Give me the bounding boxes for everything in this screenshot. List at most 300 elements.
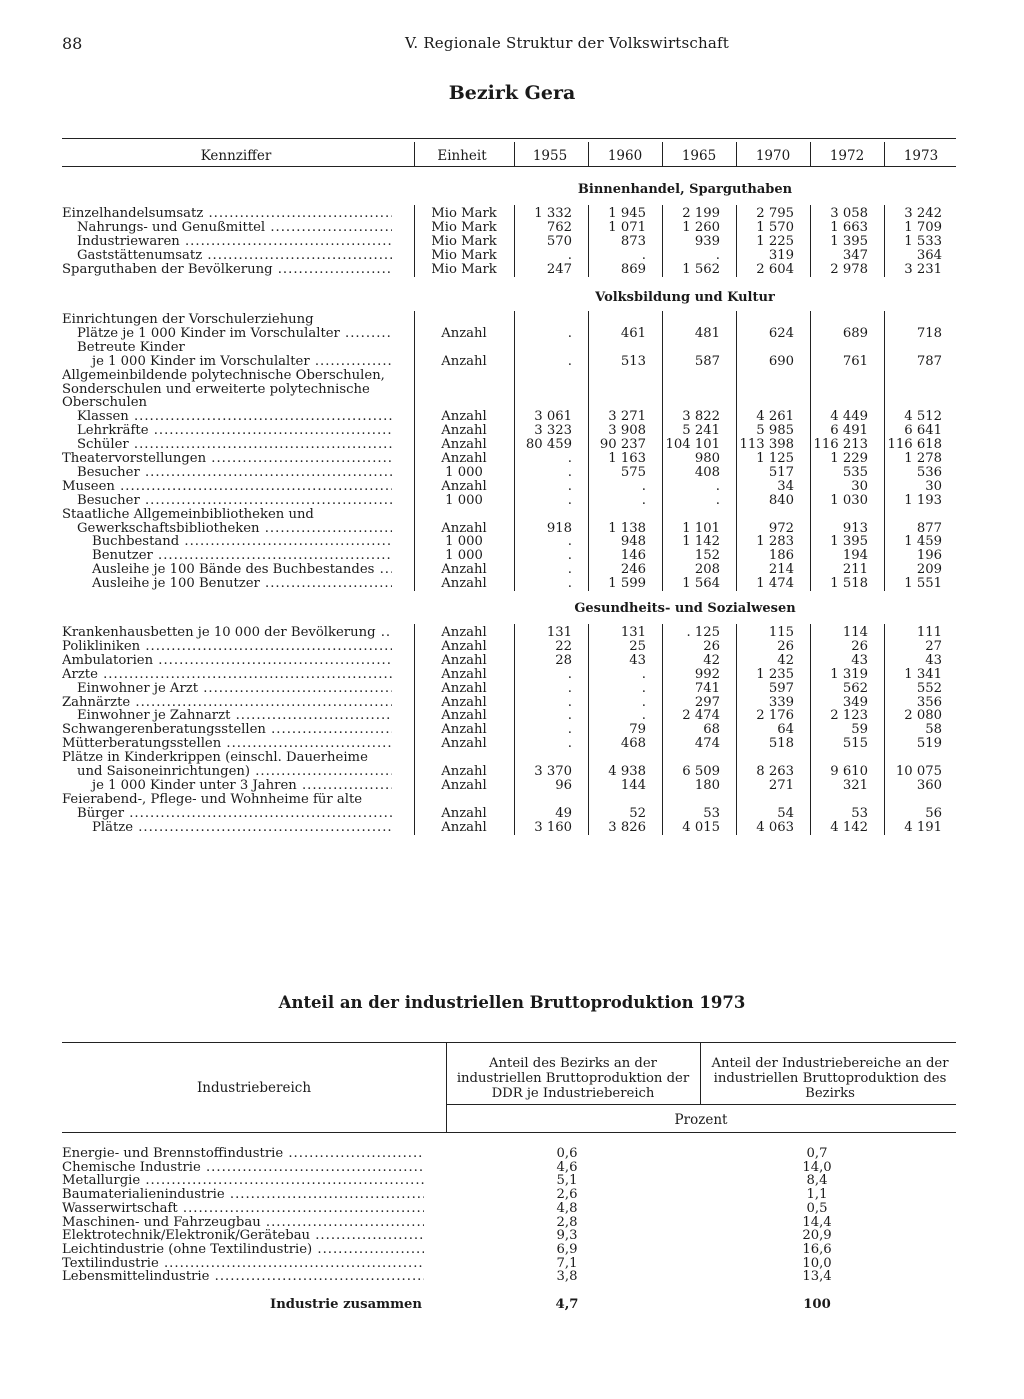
cell-value: 517 (768, 464, 794, 480)
col-divider (884, 624, 885, 835)
row-unit: Anzahl (441, 562, 487, 578)
row-unit: Anzahl (441, 819, 487, 835)
row-label: je 1 000 Kinder unter 3 Jahren ..... (62, 779, 392, 793)
cell-value: 1 564 (682, 576, 720, 592)
table-row (62, 549, 956, 563)
cell-value: 992 (694, 666, 720, 682)
cell-value: 131 (620, 625, 646, 640)
running-head: V. Regionale Struktur der Volkswirtschaft (404, 34, 730, 52)
cell-value: 474 (694, 736, 720, 752)
table-row (62, 793, 956, 807)
table-row (62, 438, 956, 452)
row-unit: Anzahl (441, 353, 487, 369)
cell-value: 1 533 (904, 233, 942, 249)
cell-value: 26 (703, 638, 720, 654)
cell-value: . (567, 464, 572, 480)
table-row (62, 249, 956, 263)
cell-value: 918 (546, 520, 572, 536)
cell-value: 10 075 (895, 764, 942, 779)
row-label: Gaststättenumsatz ..... (62, 249, 392, 263)
row-unit: Anzahl (441, 694, 487, 710)
col-divider (736, 205, 737, 277)
row-label: Buchbestand ..... (62, 535, 392, 549)
table-row (62, 737, 956, 751)
table-row (62, 522, 956, 536)
cell-value: . (567, 548, 572, 564)
cell-value: 53 (851, 805, 868, 821)
cell-value: 518 (768, 736, 794, 752)
row-label: Betreute Kinder (77, 340, 185, 355)
row-label: Staatliche Allgemeinbibliotheken und (62, 507, 314, 522)
table-row (62, 709, 956, 723)
row-unit: Mio Mark (431, 206, 497, 221)
cell-value: . (567, 451, 572, 466)
cell-value: . (567, 680, 572, 696)
cell-value: 1 030 (830, 492, 868, 508)
cell-value: 186 (768, 548, 794, 564)
row-unit: 1 000 (445, 464, 483, 480)
header-year: 1972 (829, 148, 865, 164)
cell-value: 1 945 (608, 206, 646, 221)
row-label: Sparguthaben der Bevölkerung ..... (62, 263, 392, 277)
row-label: Oberschulen (62, 396, 148, 411)
cell-value: 43 (629, 652, 646, 668)
cell-value: . (567, 694, 572, 710)
table-row (62, 327, 956, 341)
cell-value: 913 (842, 520, 868, 536)
col-divider (414, 205, 415, 277)
row-label: Einrichtungen der Vorschulerziehung (62, 313, 314, 327)
cell-value: 3 242 (904, 206, 942, 221)
cell-value: . (567, 562, 572, 578)
cell-value: 56 (925, 805, 942, 821)
col-divider (884, 205, 885, 277)
cell-value: 146 (620, 548, 646, 564)
header-kennziffer: Kennziffer (200, 148, 272, 164)
cell-value: 1 260 (682, 219, 720, 235)
share-bezirk-value: 0,5 (806, 1200, 828, 1216)
cell-value: 689 (842, 325, 868, 341)
share-ddr-value: 2,6 (556, 1187, 578, 1203)
cell-value: 194 (842, 548, 868, 564)
table-row (62, 1270, 956, 1284)
cell-value: 1 278 (904, 451, 942, 466)
cell-value: 980 (694, 451, 720, 466)
table2-header-bottom-rule (62, 1132, 956, 1133)
col-divider (700, 1042, 701, 1104)
table-row (62, 751, 956, 765)
cell-value: 68 (703, 722, 720, 738)
row-label: Baumaterialienindustrie ..... (62, 1188, 424, 1202)
cell-value: . (567, 666, 572, 682)
share-bezirk-value: 14,4 (802, 1214, 832, 1230)
cell-value: 481 (694, 325, 720, 341)
cell-value: 1 341 (904, 666, 942, 682)
table-row (62, 723, 956, 737)
row-unit: Anzahl (441, 520, 487, 536)
table-row (62, 221, 956, 235)
total-label: Industrie zusammen (270, 1298, 422, 1312)
cell-value: 104 101 (665, 437, 720, 453)
share-ddr-value: 2,8 (556, 1214, 578, 1230)
row-label: je 1 000 Kinder im Vorschulalter ..... (62, 355, 392, 369)
cell-value: 3 061 (534, 409, 572, 425)
row-label: Mütterberatungsstellen ..... (62, 737, 392, 751)
cell-value: 468 (620, 736, 646, 752)
cell-value: 1 459 (904, 534, 942, 550)
cell-value: 246 (620, 562, 646, 578)
cell-value: 3 370 (534, 764, 572, 779)
cell-value: 3 908 (608, 423, 646, 439)
cell-value: 840 (768, 492, 794, 508)
header-unit-prozent: Prozent (674, 1112, 728, 1128)
row-label: Klassen ..... (62, 410, 392, 424)
row-label: Gewerkschaftsbibliotheken ..... (62, 522, 392, 536)
cell-value: 948 (620, 534, 646, 550)
row-label: Leichtindustrie (ohne Textilindustrie) ..... (62, 1243, 424, 1257)
section-title: Binnenhandel, Sparguthaben (577, 182, 793, 197)
row-unit: Anzahl (441, 652, 487, 668)
cell-value: . (567, 247, 572, 263)
row-label: Einzelhandelsumsatz ..... (62, 207, 392, 221)
table-row (62, 563, 956, 577)
cell-value: 111 (916, 625, 942, 640)
col-divider (414, 624, 415, 835)
row-label: Besucher ..... (62, 494, 392, 508)
row-label: Lehrkräfte ..... (62, 424, 392, 438)
row-label: Textilindustrie ..... (62, 1257, 424, 1271)
cell-value: 90 237 (599, 437, 646, 453)
cell-value: 513 (620, 353, 646, 369)
row-unit: Anzahl (441, 666, 487, 682)
row-label: Krankenhausbetten je 10 000 der Bevölkerung ..... (62, 626, 392, 640)
cell-value: . (567, 325, 572, 341)
cell-value: 3 160 (534, 819, 572, 835)
row-unit: Mio Mark (431, 261, 497, 277)
share-bezirk-value: 16,6 (802, 1241, 832, 1257)
row-label: Maschinen- und Fahrzeugbau ..... (62, 1216, 424, 1230)
cell-value: . 125 (686, 625, 720, 640)
table-row (62, 410, 956, 424)
cell-value: 54 (777, 805, 794, 821)
cell-value: 319 (768, 247, 794, 263)
row-label: Plätze in Kinderkrippen (einschl. Dauerheime (62, 751, 368, 766)
cell-value: . (567, 722, 572, 738)
cell-value: . (641, 708, 646, 724)
row-label: Schwangerenberatungsstellen ..... (62, 723, 392, 737)
row-label: Lebensmittelindustrie ..... (62, 1270, 424, 1284)
header-share-of-bezirk: Anteil der Industriebereiche an der industriellen Bruttoproduktion des Bezirks (711, 1056, 949, 1101)
table-row (62, 821, 956, 835)
table-row (62, 508, 956, 522)
cell-value: 690 (768, 353, 794, 369)
table-row (62, 494, 956, 508)
row-label: Chemische Industrie ..... (62, 1161, 424, 1175)
cell-value: 939 (694, 233, 720, 249)
cell-value: . (567, 492, 572, 508)
row-label: Ausleihe je 100 Benutzer ..... (62, 577, 392, 591)
cell-value: 30 (851, 478, 868, 494)
cell-value: 1 142 (682, 534, 720, 550)
cell-value: 597 (768, 680, 794, 696)
table-row (62, 535, 956, 549)
cell-value: 2 199 (682, 206, 720, 221)
cell-value: 873 (620, 233, 646, 249)
header-divider (414, 142, 415, 166)
cell-value: 211 (842, 562, 868, 578)
cell-value: . (641, 694, 646, 710)
cell-value: 1 235 (756, 666, 794, 682)
cell-value: 1 395 (830, 534, 868, 550)
row-label: Metallurgie ..... (62, 1174, 424, 1188)
col-divider (662, 311, 663, 591)
row-unit: Anzahl (441, 638, 487, 654)
cell-value: 113 398 (739, 437, 794, 453)
table-row (62, 452, 956, 466)
cell-value: 972 (768, 520, 794, 536)
cell-value: 535 (842, 464, 868, 480)
cell-value: 209 (916, 562, 942, 578)
cell-value: 360 (916, 777, 942, 793)
cell-value: 1 551 (904, 576, 942, 592)
row-label: Sonderschulen und erweiterte polytechnische (62, 382, 370, 397)
cell-value: 6 509 (682, 764, 720, 779)
cell-value: . (641, 478, 646, 494)
col-divider (810, 311, 811, 591)
cell-value: . (641, 680, 646, 696)
cell-value: . (715, 478, 720, 494)
header-divider (662, 142, 663, 166)
cell-value: 196 (916, 548, 942, 564)
cell-value: 519 (916, 736, 942, 752)
cell-value: 1 518 (830, 576, 868, 592)
share-ddr-value: 6,9 (556, 1241, 578, 1257)
row-unit: Anzahl (441, 409, 487, 425)
page-number: 88 (62, 34, 83, 53)
header-industriebereich: Industriebereich (196, 1080, 312, 1096)
cell-value: 1 570 (756, 219, 794, 235)
cell-value: 247 (546, 261, 572, 277)
col-divider (514, 205, 515, 277)
row-label: Ausleihe je 100 Bände des Buchbestandes ..... (62, 563, 392, 577)
row-label: Nahrungs- und Genußmittel ..... (62, 221, 392, 235)
row-label: Besucher ..... (62, 466, 392, 480)
table-row (62, 668, 956, 682)
cell-value: 26 (851, 638, 868, 654)
table-row (62, 369, 956, 383)
cell-value: . (567, 534, 572, 550)
cell-value: 116 213 (813, 437, 868, 453)
row-unit: Mio Mark (431, 247, 497, 263)
row-unit: Mio Mark (431, 233, 497, 249)
share-bezirk-value: 8,4 (806, 1173, 828, 1189)
cell-value: 356 (916, 694, 942, 710)
cell-value: 297 (694, 694, 720, 710)
col-divider (588, 311, 589, 591)
header-year: 1973 (903, 148, 939, 164)
cell-value: 2 176 (756, 708, 794, 724)
section-title: Gesundheits- und Sozialwesen (574, 601, 796, 616)
cell-value: 718 (916, 325, 942, 341)
row-unit: Anzahl (441, 736, 487, 752)
cell-value: 3 271 (608, 409, 646, 425)
cell-value: . (567, 478, 572, 494)
table-top-rule (62, 138, 956, 139)
cell-value: . (715, 492, 720, 508)
row-label: Plätze je 1 000 Kinder im Vorschulalter ..... (62, 327, 392, 341)
cell-value: 4 261 (756, 409, 794, 425)
row-unit: 1 000 (445, 548, 483, 564)
cell-value: 27 (925, 638, 942, 654)
cell-value: 787 (916, 353, 942, 369)
cell-value: 461 (620, 325, 646, 341)
cell-value: 28 (555, 652, 572, 668)
table-row (62, 696, 956, 710)
header-share-of-ddr: Anteil des Bezirks an der industriellen Bruttoproduktion der DDR je Industriebereich (456, 1056, 690, 1101)
cell-value: 4 512 (904, 409, 942, 425)
row-unit: Anzahl (441, 777, 487, 793)
col-divider (736, 311, 737, 591)
cell-value: 321 (842, 777, 868, 793)
cell-value: 43 (925, 652, 942, 668)
row-label: Allgemeinbildende polytechnische Oberschulen, (62, 368, 385, 383)
cell-value: 2 795 (756, 206, 794, 221)
table-row (62, 466, 956, 480)
cell-value: 877 (916, 520, 942, 536)
header-year: 1960 (607, 148, 643, 164)
cell-value: 741 (694, 680, 720, 696)
cell-value: 22 (555, 638, 572, 654)
table-row (62, 383, 956, 397)
total-share-bezirk: 100 (803, 1297, 831, 1312)
share-ddr-value: 5,1 (556, 1173, 578, 1189)
table-row (62, 807, 956, 821)
cell-value: . (641, 492, 646, 508)
col-divider (662, 624, 663, 835)
row-label: Feierabend-, Pflege- und Wohnheime für alte (62, 792, 363, 807)
cell-value: 364 (916, 247, 942, 263)
cell-value: 3 231 (904, 261, 942, 277)
share-bezirk-value: 10,0 (802, 1255, 832, 1271)
row-unit: Anzahl (441, 625, 487, 640)
cell-value: 1 599 (608, 576, 646, 592)
page-title: Bezirk Gera (448, 82, 576, 104)
table-row (62, 1147, 956, 1161)
row-unit: 1 000 (445, 492, 483, 508)
row-label: Ärzte ..... (62, 668, 392, 682)
cell-value: 52 (629, 805, 646, 821)
row-label: Einwohner je Zahnarzt ..... (62, 709, 392, 723)
unit-rule (446, 1104, 956, 1105)
row-label: Energie- und Brennstoffindustrie ..... (62, 1147, 424, 1161)
cell-value: 1 319 (830, 666, 868, 682)
cell-value: 4 142 (830, 819, 868, 835)
col-divider (514, 311, 515, 591)
header-divider (588, 142, 589, 166)
share-ddr-value: 7,1 (556, 1255, 578, 1271)
header-year: 1955 (532, 148, 568, 164)
cell-value: 271 (768, 777, 794, 793)
cell-value: 349 (842, 694, 868, 710)
row-label: Theatervorstellungen ..... (62, 452, 392, 466)
cell-value: 2 474 (682, 708, 720, 724)
cell-value: 1 125 (756, 451, 794, 466)
header-year: 1965 (681, 148, 717, 164)
cell-value: 9 610 (830, 764, 868, 779)
cell-value: 1 071 (608, 219, 646, 235)
table-row (62, 765, 956, 779)
row-unit: Anzahl (441, 325, 487, 341)
col-divider (446, 1042, 447, 1104)
cell-value: . (567, 353, 572, 369)
col-divider (588, 205, 589, 277)
cell-value: 5 241 (682, 423, 720, 439)
cell-value: 570 (546, 233, 572, 249)
row-label: Schüler ..... (62, 438, 392, 452)
row-unit: Anzahl (441, 708, 487, 724)
table-row (62, 207, 956, 221)
cell-value: 762 (546, 219, 572, 235)
cell-value: 59 (851, 722, 868, 738)
cell-value: 761 (842, 353, 868, 369)
cell-value: 1 163 (608, 451, 646, 466)
row-unit: Anzahl (441, 437, 487, 453)
table-row (62, 640, 956, 654)
table-row (62, 424, 956, 438)
header-divider (884, 142, 885, 166)
cell-value: 1 225 (756, 233, 794, 249)
share-bezirk-value: 20,9 (802, 1228, 832, 1244)
cell-value: . (567, 576, 572, 592)
header-divider (514, 142, 515, 166)
cell-value: 144 (620, 777, 646, 793)
share-bezirk-value: 13,4 (802, 1269, 832, 1285)
cell-value: 408 (694, 464, 720, 480)
cell-value: 3 323 (534, 423, 572, 439)
cell-value: 4 191 (904, 819, 942, 835)
row-label: Plätze ..... (62, 821, 392, 835)
cell-value: 2 978 (830, 261, 868, 277)
cell-value: 26 (777, 638, 794, 654)
cell-value: 562 (842, 680, 868, 696)
cell-value: . (641, 247, 646, 263)
cell-value: 42 (777, 652, 794, 668)
share-bezirk-value: 1,1 (806, 1187, 828, 1203)
total-row (62, 1298, 956, 1312)
cell-value: 208 (694, 562, 720, 578)
cell-value: 80 459 (525, 437, 572, 453)
table2-top-rule (62, 1042, 956, 1043)
cell-value: 8 263 (756, 764, 794, 779)
cell-value: 1 562 (682, 261, 720, 277)
cell-value: 2 123 (830, 708, 868, 724)
row-unit: 1 000 (445, 534, 483, 550)
row-label: Einwohner je Arzt ..... (62, 682, 392, 696)
cell-value: 1 283 (756, 534, 794, 550)
cell-value: 64 (777, 722, 794, 738)
header-bottom-rule (62, 166, 956, 167)
cell-value: 42 (703, 652, 720, 668)
table-row (62, 355, 956, 369)
cell-value: 339 (768, 694, 794, 710)
cell-value: 1 193 (904, 492, 942, 508)
row-unit: Anzahl (441, 680, 487, 696)
cell-value: . (715, 247, 720, 263)
cell-value: 96 (555, 777, 572, 793)
section-title: Volksbildung und Kultur (595, 290, 775, 305)
row-label: Museen ..... (62, 480, 392, 494)
cell-value: 1 474 (756, 576, 794, 592)
